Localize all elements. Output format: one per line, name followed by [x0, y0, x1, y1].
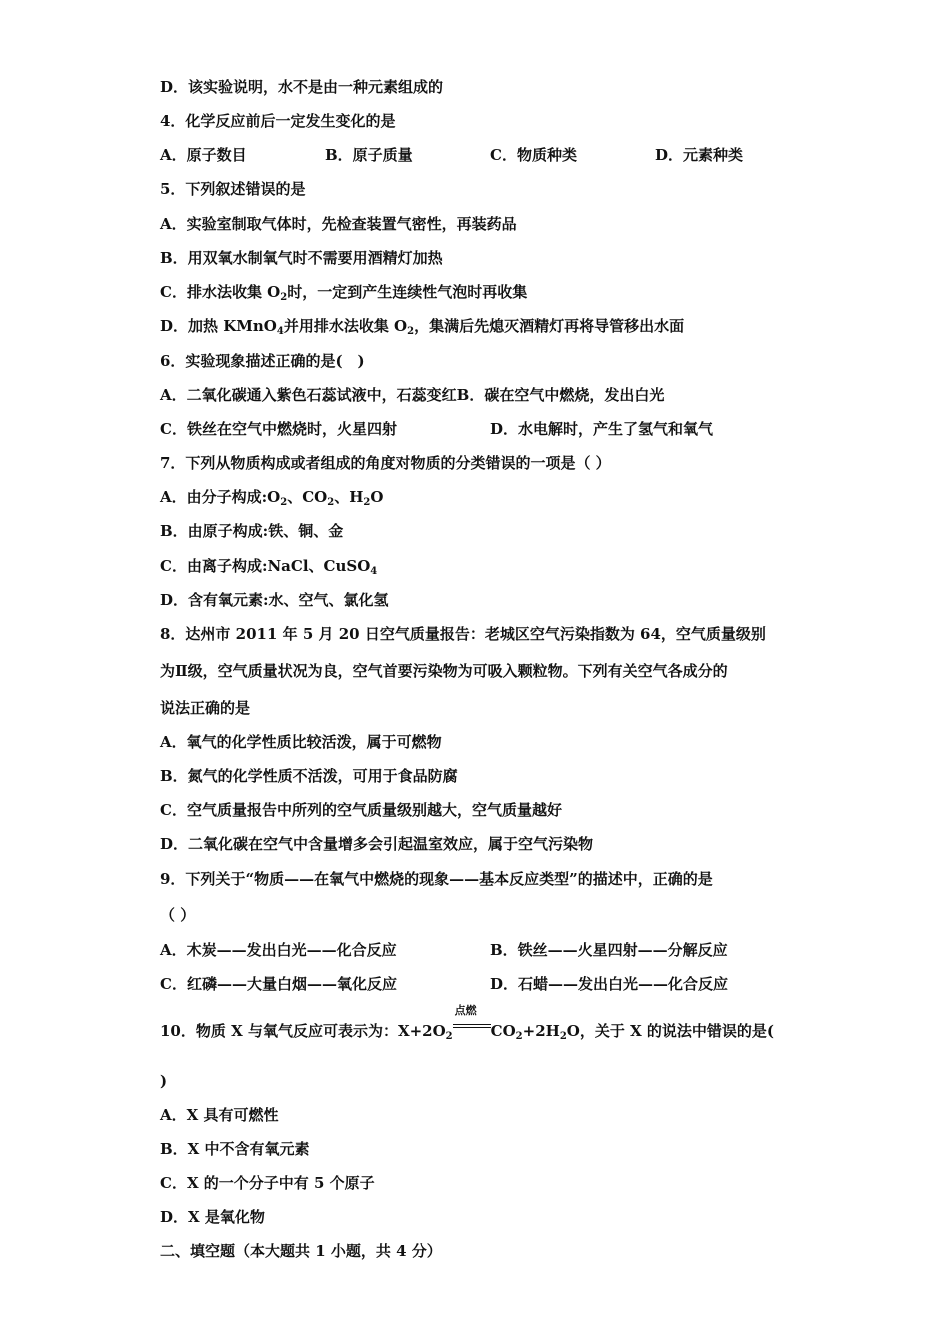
q10-stem-line2: ) — [160, 1072, 168, 1090]
q8-option-a: A．氧气的化学性质比较活泼，属于可燃物 — [160, 733, 442, 751]
q5-stem: 5．下列叙述错误的是 — [160, 180, 306, 198]
q3-option-d: D．该实验说明，水不是由一种元素组成的 — [160, 78, 444, 96]
q4-option-d: D．元素种类 — [655, 146, 744, 164]
q8-stem-line2: 为Ⅱ级，空气质量状况为良，空气首要污染物为可吸入颗粒物。下列有关空气各成分的 — [160, 662, 728, 680]
q7-option-d: D．含有氧元素:水、空气、氯化氢 — [160, 591, 389, 609]
q6-option-c: C．铁丝在空气中燃烧时，火星四射 — [160, 420, 397, 438]
q10-option-d: D．X 是氧化物 — [160, 1208, 265, 1226]
q4-option-b: B．原子质量 — [325, 146, 413, 164]
q9-option-d: D．石蜡——发出白光——化合反应 — [490, 975, 729, 993]
q6-option-d: D．水电解时，产生了氢气和氧气 — [490, 420, 714, 438]
q5-option-a: A．实验室制取气体时，先检查装置气密性，再装药品 — [160, 215, 517, 233]
q9-stem-line2: （ ） — [160, 906, 196, 924]
q10-option-a: A．X 具有可燃性 — [160, 1106, 279, 1124]
q5-option-b: B．用双氧水制氧气时不需要用酒精灯加热 — [160, 249, 443, 267]
q7-option-b: B．由原子构成:铁、铜、金 — [160, 522, 344, 540]
q8-stem-line3: 说法正确的是 — [160, 699, 251, 717]
q10-stem-line1: 10．物质 X 与氧气反应可表示为：$X+2O_2$ 点燃 $CO_2+2H_2O$，关于 X 的说法中错误的是( — [160, 1021, 774, 1041]
q6-stem: 6．实验现象描述正确的是( ) — [160, 352, 365, 370]
q7-stem: 7．下列从物质构成或者组成的角度对物质的分类错误的一项是（ ） — [160, 454, 611, 472]
reaction-arrow — [453, 1004, 491, 1041]
reaction-condition: 点燃 — [454, 1004, 477, 1017]
q5-option-c: C．排水法收集 $O_2$时，一定到产生连续性气泡时再收集 — [160, 283, 528, 303]
q6-option-b: B．碳在空气中燃烧，发出白光 — [456, 386, 665, 404]
q7-option-a: A．由分子构成$:O_2$、$CO_2$、$H_2O$ — [160, 488, 384, 508]
q6-option-a: A．二氧化碳通入紫色石蕊试液中，石蕊变红 — [160, 386, 457, 404]
q8-option-c: C．空气质量报告中所列的空气质量级别越大，空气质量越好 — [160, 801, 562, 819]
q9-option-a: A．木炭——发出白光——化合反应 — [160, 941, 397, 959]
q8-option-b: B．氮气的化学性质不活泼，可用于食品防腐 — [160, 767, 458, 785]
q4-option-c: C．物质种类 — [490, 146, 577, 164]
q5-option-d: D．加热 KMnO$_4$并用排水法收集 $O_2$，集满后先熄灭酒精灯再将导管移出水面 — [160, 317, 685, 337]
section-2-title: 二、填空题（本大题共 1 小题，共 4 分） — [160, 1242, 442, 1260]
q9-stem-line1: 9．下列关于“物质——在氧气中燃烧的现象——基本反应类型”的描述中，正确的是 — [160, 870, 713, 888]
q6-options-ab — [160, 385, 664, 405]
q8-stem-line1: 8．达州市 2011 年 5 月 20 日空气质量报告：老城区空气污染指数为 64，空气质量级别 — [160, 625, 766, 643]
q9-option-c: C．红磷——大量白烟——氧化反应 — [160, 975, 397, 993]
q4-option-a: A．原子数目 — [160, 146, 247, 164]
q10-option-b: B．X 中不含有氧元素 — [160, 1140, 310, 1158]
q9-option-b: B．铁丝——火星四射——分解反应 — [490, 941, 728, 959]
q10-option-c: C．X 的一个分子中有 5 个原子 — [160, 1174, 375, 1192]
q4-stem: 4．化学反应前后一定发生变化的是 — [160, 112, 396, 130]
q8-option-d: D．二氧化碳在空气中含量增多会引起温室效应，属于空气污染物 — [160, 835, 594, 853]
q7-option-c: C．由离子构成:NaCl、CuSO$_4$ — [160, 557, 378, 577]
